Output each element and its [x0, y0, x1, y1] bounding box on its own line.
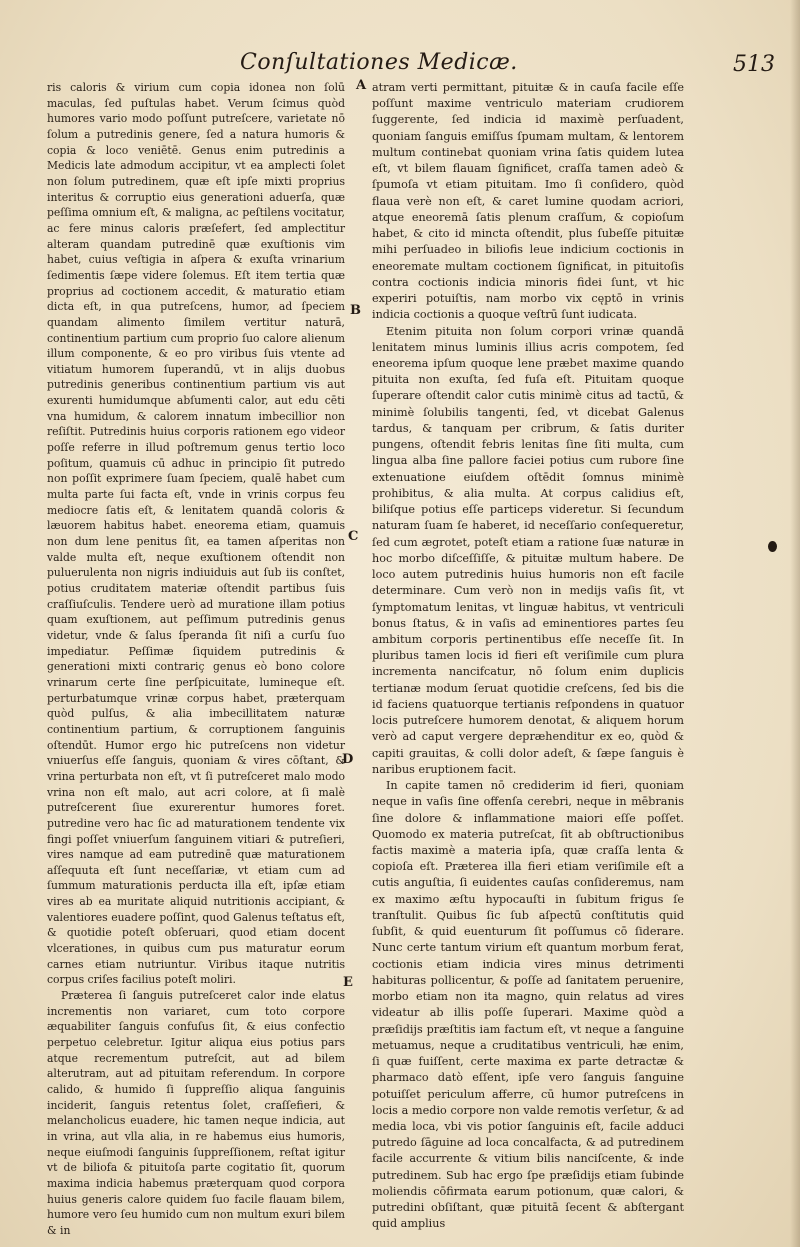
- section-marker-a: A: [356, 78, 367, 93]
- section-marker-c: C: [348, 529, 359, 544]
- left-paragraph-2: Præterea ſi ſanguis putreſceret calor inde elatus incrementis non variaret, cum toto corpore æquabiliter ſanguis confuſus ſit, & eius confectio perpetuo celebretur. Igitur aliqua eius potius pars atque recrementum putreſcit, aut ad bilem alterutram, aut ad pituitam referendum. In corpore calido, & humido ſi ſuppreſſio aliqua ſanguinis inciderit, ſanguis retentus ſolet, craſſefieri, & melancholicus euadere, hic tamen neque indicia, aut in vrina, aut vlla alia, in re habemus eius humoris, neque eiuſmodi ſanguinis ſuppreſſionem, reſtat igitur vt de biliofa & pituitoſa parte cogitatio ſit, quorum maxima indicia habemus præterquam quod corpora huius generis calore quidem ſuo facile flauam bilem, humore vero ſeu humido cum non multum exuri bilem & in: [47, 989, 345, 1237]
- section-marker-b: B: [350, 303, 361, 318]
- right-paragraph-1: atram verti permittant, pituitæ & in cauſa facile eſſe poſſunt maxime ventriculo materiam crudiorem ſuggerente, ſed indicia id maximè perſuadent, quoniam ſanguis emiſſus ſpumam multam, & lentorem multum continebat quoniam vrina ſatis quidem lutea eſt, vt bilem flauam ſignificet, craſſa tamen adeò & ſpumoſa vt etiam pituitam. Imo ſi conſidero, quòd flaua verè non eſt, & caret lumine quodam acriori, atque eneoremā ſatis plenum craſſum, & copioſum habet, & cito id mincta oſtendit, plus ſubeſſe pituitæ mihi perſuadeo in biliofis leue indicium coctionis in eneoremate multam coctionem ſignificat, in pituitoſis contra coctionis indicia minoris fidei ſunt, vt hic experiri potuiſtis, nam morbo vix cęptō in vrinis indicia coctionis a quoque veſtrū ſunt iudicata.: [372, 81, 684, 322]
- right-paragraph-3: In capite tamen nō crediderim id fieri, quoniam neque in vaſis ſine offenſa cerebri, neque in mēbranis ſine dolore & inflammatione maiori eſſe poſſet. Quomodo ex materia putreſcat, ſit ab obſtructionibus factis maximè a materia ipſa, quæ craſſa lenta & copioſa eſt. Præterea illa fieri etiam veriſimile eſt a cutis anguſtia, ſi euidentes cauſas conſideremus, nam ex maximo æſtu hypocauſti in ſubitum frigus ſe tranſtulit. Quibus ſic ſub aſpectū conſtitutis quid ſubſit, & quid euenturum ſit poſſumus cō ſiderare. Nunc certe tantum virium eſt quantum morbum ferat, coctionis etiam indicia vires minus detrimenti habituras pollicentur, & poſſe ad ſanitatem peruenire, morbo etiam non ita magno, quin relatus ad vires videatur ab illis poſſe ſuperari. Maxime quòd a præſidijs præſtitis iam factum eſt, vt neque a ſanguine metuamus, neque a cruditatibus ventriculi, hæ enim, ſi quæ fuiſſent, certe maxima ex parte detractæ & pharmaco datò eſſent, ipſe vero ſanguis ſanguine potuiſſet periculum afferre, cū humor putreſcens in locis a medio corpore non valde remotis verſetur, & ad media loca, vbi vis potior ſanguinis eſt, facile adduci putredo ſāguine ad loca concalfacta, & ad putredinem facile accurrente & vitium bilis nanciſcente, & inde putredinem. Sub hac ergo ſpe præſidijs etiam ſubinde moliendis cōfirmata earum potionum, quæ calori, & putredini obſiſtant, quæ pituitā ſecent & abſtergant quid amplius: [372, 779, 684, 1231]
- left-paragraph-1: ris caloris & virium cum copia idonea non ſolū maculas, ſed puſtulas habet. Verum ſcimus quòd humores vario modo poſſunt putreſcere, varietate nō ſolum a putredinis genere, ſed a natura humoris & copia & loco veniētē. Genus enim putredinis a Medicis late admodum accipitur, vt ea amplecti ſolet non ſolum putredinem, quæ eſt ipſe mixti proprius interitus & corruptio eius generationi aduerſa, quæ peſſima omnium eſt, & maligna, ac peſtilens vocitatur, ac fere minus caloris præſefert, ſed amplectitur alteram quandam putredinē quæ exuſtionis vim habet, cuius veſtigia in aſpera & exuſta vrinarium ſedimentis ſæpe videre ſolemus. Eſt item tertia quæ proprius ad coctionem accedit, & maturatio etiam dicta eſt, in qua putreſcens, humor, ad ſpeciem quandam alimento ſimilem vertitur naturā, continentium partium cum proprio ſuo calore alienum illum componente, & eo pro viribus ſuis vtente ad vitiatum humorem ſuperandū, vt in alijs duobus putredinis generibus continentium partium vis aut exurenti humidumque abſumenti calor, aut edu cēti vna humidum, & calorem innatum imbecillior non reſiſtit. Putredinis huius corporis rationem ego videor poſſe referre in illud poſtremum genus tertio loco poſitum, quamuis cū adhuc in principio ſit putredo non poſſit exprimere ſuam ſpeciem, qualē habet cum multa parte ſui facta eſt, vnde in vrinis corpus feu mediocre ſatis eſt, & lenitatem quandā coloris & læuorem habitus habet. eneorema etiam, quamuis non dum lene penitus ſit, ea tamen aſperitas non valde multa eſt, neque exuſtionem oſtendit non puluerulenta non nigris indiuiduis aut ſub iis conſtet, potius cruditatem materiæ oſtendit partibus ſuis craſſiuſculis. Tendere uerò ad muratione illam potius quam exuſtionem, aut peſſimum putredinis genus videtur, vnde & ſalus ſperanda ſit niſi a curſu ſuo impediatur. Peſſimæ ſiquidem putredinis & generationi mixti contrariç genus eò bono colore vrinarum certe ſine perſpicuitate, lumineque eſt. perturbatumque vrinæ corpus habet, præterquam quòd pulſus, & alia imbecillitatem naturæ continentium partium, & corruptionem ſanguinis oſtendūt. Humor ergo hic putreſcens non videtur vniuerſus eſſe ſanguis, quoniam & vires cōſtant, & vrina perturbata non eſt, vt ſi putreſceret malo modo vrina non eſt malo, aut acri colore, at ſi malè putreſcerent ſiue exurerentur humores foret. putredine vero hac ſic ad maturationem tendente vix fingi poſſet vniuerſum ſanguinem vitiari & putreſieri, vires namque ad eam putredinē quæ maturationem aſſequuta eſt ſunt neceſſariæ, vt etiam cum ad ſummum maturationis perducta illa eſt, ipſæ etiam vires ab ea muritate aliquid nutritionis accipiant, & valentiores euadere poſſint, quod Galenus teſtatus eſt, & quotidie poteſt obſeruari, quod etiam docent vlcerationes, in quibus cum pus maturatur eorum carnes etiam nutriuntur. Viribus itaque nutritis corpus criſes facilius poteſt moliri.: [47, 81, 345, 987]
- ink-blot: [768, 541, 777, 552]
- section-marker-d: D: [342, 752, 354, 767]
- right-column: [372, 80, 684, 1233]
- right-paragraph-2: Etenim pituita non ſolum corpori vrinæ quandā lenitatem minus luminis illius acris compotem, ſed eneorema ipſum quoque lene præbet maxime quando pituita non exuſta, ſed fuſa eſt. Pituitam quoque ſuperare oſtendit calor cutis minimè citus ad tactū, & minimè ſolubilis tangenti, ſed, vt dicebat Galenus tardus, & tanquam per cribrum, & ſatis duriter pungens, oſtendit febris lenitas ſine ſiti multa, cum lingua alba ſine pallore faciei potius cum rubore ſine extenuatione eiuſdem oſtēdit ſomnus minimè prohibitus, & alia multa. At corpus calidius eſt, biliſque potius eſſe particeps videretur. Si ſecundum naturam ſuam ſe haberet, id neceſſario conſequeretur, ſed cum ægrotet, poteſt etiam a ratione ſuæ naturæ in hoc morbo diſceſſiſſe, & pituitæ multum habere. De loco autem putredinis huius humoris non eſt facile determinare. Cum verò non in medijs vaſis ſit, vt ſymptomatum lenitas, vt linguæ habitus, vt ventriculi bonus ſtatus, & in vaſis ad eminentiores partes ſeu ambitum corporis pertinentibus eſſe neceſſe ſit. In pluribus tamen locis id fieri eſt veriſimile cum plura incrementa nancifcatur, nō ſolum enim duplicis tertianæ modum ſeruat quotidie creſcens, ſed bis die id faciens quatuorque tertianis reſpondens in quatuor locis putreſcere humorem denotat, & aliquem horum verò ad caput vergere depræhenditur ex eo, quòd & capiti grauitas, & colli dolor adeſt, & ſæpe ſanguis è naribus eruptionem facit.: [372, 324, 684, 776]
- running-title: Conſultationes Medicæ.: [240, 50, 518, 75]
- page-number: 513: [733, 52, 775, 77]
- section-marker-e: E: [343, 975, 353, 990]
- left-column: [47, 80, 345, 1239]
- page-edge-shadow: [790, 0, 800, 1247]
